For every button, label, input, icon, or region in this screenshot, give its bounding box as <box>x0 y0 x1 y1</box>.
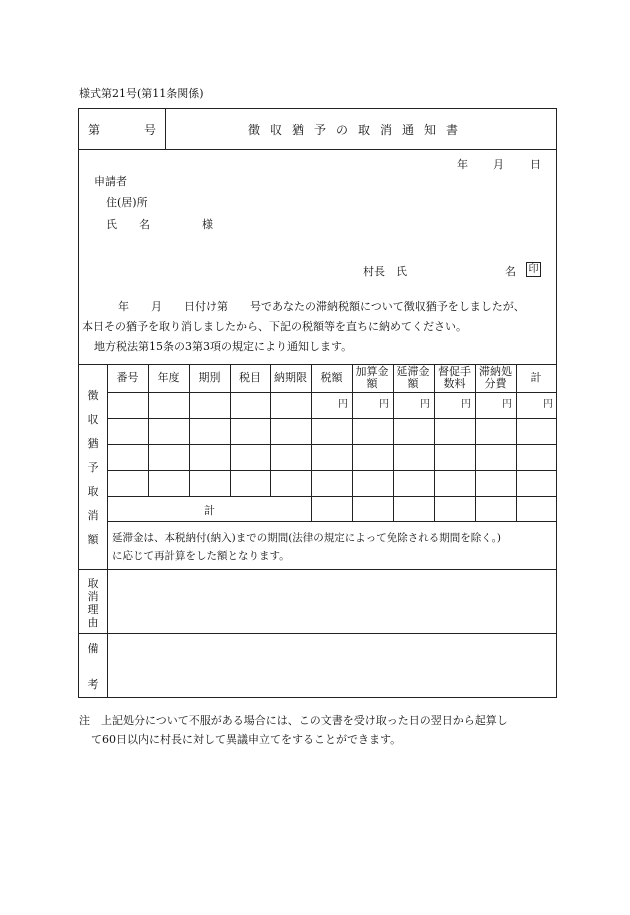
applicant-address-label: 住(居)所 <box>106 196 148 209</box>
issuer-name-char: 名 <box>505 265 516 278</box>
remarks-char: 考 <box>87 678 99 691</box>
body-line-3: 地方税法第15条の3第3項の規定により通知します。 <box>94 340 353 353</box>
number-prefix: 第 <box>88 123 101 137</box>
col-header-late-fee: 延滞金額 <box>396 365 430 390</box>
col-header-disposition-fee: 滞納処分費 <box>479 365 512 390</box>
yen-disposition-fee: 円 <box>502 399 512 410</box>
yen-tax: 円 <box>338 399 348 410</box>
col-header-due-date: 納期限 <box>274 371 307 384</box>
side-char: 収 <box>87 413 99 426</box>
reason-char: 理 <box>87 603 99 616</box>
late-fee-note-line-1: 延滞金は、本税納付(納入)までの期間(法律の規定によって免除される期間を除く。) <box>112 532 501 544</box>
yen-total: 円 <box>543 399 553 410</box>
issuer-title: 村長 氏 <box>363 265 407 278</box>
date-year: 年 <box>457 158 468 171</box>
appeal-note-line-1: 注 上記処分について不服がある場合には、この文書を受け取った日の翌日から起算し <box>79 714 508 727</box>
col-header-additional: 加算金額 <box>355 365 389 390</box>
form-label: 様式第21号(第11条関係) <box>79 87 204 100</box>
reason-char: 取 <box>87 577 99 590</box>
late-fee-note-line-2: に応じて再計算をした額となります。 <box>112 550 290 562</box>
reason-char: 消 <box>87 590 99 603</box>
col-header-number: 番号 <box>116 371 139 384</box>
col-header-period: 期別 <box>198 371 221 384</box>
yen-reminder-fee: 円 <box>461 399 471 410</box>
appeal-note-line-2: て60日以内に村長に対して異議申立てをすることができます。 <box>91 733 402 746</box>
number-suffix: 号 <box>144 123 157 137</box>
total-row-label: 計 <box>204 504 215 517</box>
side-char: 消 <box>87 509 99 522</box>
side-char: 予 <box>87 461 99 474</box>
col-header-year: 年度 <box>157 371 180 384</box>
col-header-tax-item: 税目 <box>239 371 261 384</box>
col-header-reminder-fee: 督促手数料 <box>438 365 471 390</box>
body-line-2: 本日その猶予を取り消しましたから、下記の税額等を直ちに納めてください。 <box>82 320 467 333</box>
col-header-tax-amount: 税額 <box>320 371 343 384</box>
remarks-char: 備 <box>87 642 99 655</box>
col-header-total: 計 <box>530 371 542 384</box>
side-char: 額 <box>87 533 99 546</box>
seal-mark: 印 <box>526 262 541 277</box>
document-title: 徴収猶予の取消通知書 <box>248 123 469 137</box>
applicant-honorific: 様 <box>202 218 213 231</box>
date-month: 月 <box>493 158 504 171</box>
body-line-1: 年 月 日付け第 号であなたの滞納税額について徴収猶予をしましたが、 <box>118 300 525 313</box>
reason-char: 由 <box>87 616 99 629</box>
applicant-name-label: 氏 名 <box>106 218 150 231</box>
yen-late-fee: 円 <box>420 399 430 410</box>
side-char: 徴 <box>87 389 99 402</box>
date-day: 日 <box>530 158 541 171</box>
applicant-heading: 申請者 <box>94 175 127 188</box>
side-char: 猶 <box>87 437 99 450</box>
side-char: 取 <box>87 485 99 498</box>
yen-additional: 円 <box>379 399 389 410</box>
